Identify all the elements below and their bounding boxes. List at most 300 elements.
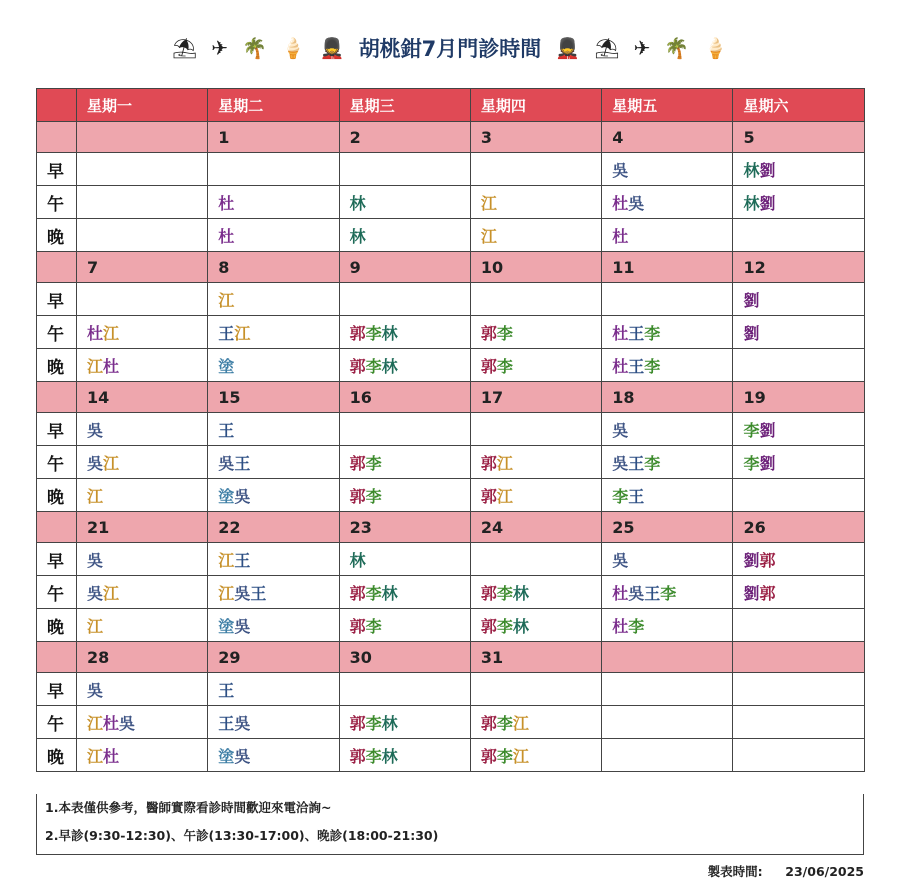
guard-icon: 💂 [319, 36, 345, 60]
doctor-name: 王 [218, 420, 235, 440]
doctor-name: 江 [496, 486, 513, 506]
date-cell: 9 [339, 252, 470, 283]
date-cell: 12 [733, 252, 864, 283]
doctor-cell [339, 543, 470, 576]
doctor-name: 李 [365, 323, 382, 343]
doctor-name: 吳 [119, 713, 136, 733]
header-corner-cell [37, 89, 77, 122]
doctor-name: 劉 [743, 323, 760, 343]
date-cell: 10 [470, 252, 601, 283]
slot-label: 晚 [37, 739, 77, 772]
doctor-cell [339, 349, 470, 382]
doctor-name: 江 [480, 226, 497, 246]
palm-tree-icon: 🌴 [241, 36, 267, 60]
doctor-name: 塗 [218, 486, 235, 506]
doctor-cell [339, 413, 470, 446]
doctor-name: 江 [218, 290, 235, 310]
doctor-cell [77, 349, 208, 382]
date-row [37, 252, 865, 283]
doctor-name: 林 [381, 583, 398, 603]
doctor-name: 王 [644, 583, 661, 603]
doctor-name: 郭 [480, 583, 497, 603]
date-cell: 19 [733, 382, 864, 413]
doctor-name: 李 [365, 356, 382, 376]
doctor-cell [208, 349, 339, 382]
doctor-name: 李 [496, 616, 513, 636]
doctor-name: 江 [480, 193, 497, 213]
date-row-label-cell [37, 512, 77, 543]
slot-row [37, 673, 865, 706]
doctor-cell [339, 316, 470, 349]
doctor-name: 郭 [759, 583, 776, 603]
doctor-name: 李 [628, 616, 645, 636]
doctor-cell [339, 706, 470, 739]
doctor-name: 王 [218, 713, 235, 733]
doctor-name: 郭 [349, 486, 366, 506]
doctor-cell [602, 446, 733, 479]
doctor-name: 李 [660, 583, 677, 603]
doctor-cell [602, 153, 733, 186]
date-cell: 30 [339, 642, 470, 673]
doctor-cell [733, 283, 864, 316]
notes-box [36, 794, 864, 855]
doctor-name: 郭 [480, 356, 497, 376]
doctor-cell [733, 739, 864, 772]
slot-label: 晚 [37, 219, 77, 252]
doctor-cell [208, 283, 339, 316]
slot-row [37, 739, 865, 772]
date-cell: 26 [733, 512, 864, 543]
doctor-name: 江 [87, 746, 104, 766]
date-row-label-cell [37, 642, 77, 673]
doctor-cell [733, 413, 864, 446]
doctor-name: 李 [496, 746, 513, 766]
doctor-cell [77, 479, 208, 512]
ice-cream-icon: 🍦 [280, 36, 306, 60]
doctor-name: 郭 [349, 746, 366, 766]
doctor-cell [733, 153, 864, 186]
slot-label: 午 [37, 186, 77, 219]
doctor-name: 郭 [759, 550, 776, 570]
doctor-cell [339, 739, 470, 772]
doctor-name: 吳 [628, 193, 645, 213]
slot-row [37, 543, 865, 576]
date-cell: 24 [470, 512, 601, 543]
slot-label: 午 [37, 316, 77, 349]
doctor-name: 李 [743, 420, 760, 440]
doctor-name: 郭 [480, 746, 497, 766]
date-cell: 25 [602, 512, 733, 543]
date-cell: 17 [470, 382, 601, 413]
doctor-name: 林 [743, 193, 760, 213]
doctor-name: 郭 [480, 323, 497, 343]
doctor-name: 吳 [612, 160, 629, 180]
doctor-name: 王 [628, 453, 645, 473]
doctor-cell [77, 153, 208, 186]
doctor-name: 王 [628, 323, 645, 343]
doctor-cell [602, 316, 733, 349]
doctor-name: 李 [496, 583, 513, 603]
doctor-cell [602, 543, 733, 576]
date-cell: 4 [602, 122, 733, 153]
doctor-name: 林 [743, 160, 760, 180]
doctor-cell [733, 316, 864, 349]
date-cell: 21 [77, 512, 208, 543]
doctor-cell [470, 446, 601, 479]
doctor-name: 杜 [103, 356, 120, 376]
doctor-cell [339, 186, 470, 219]
created-date-label: 製表時間: [707, 864, 763, 879]
slot-row [37, 316, 865, 349]
doctor-cell [733, 186, 864, 219]
slot-label: 早 [37, 283, 77, 316]
doctor-cell [208, 609, 339, 642]
doctor-name: 塗 [218, 616, 235, 636]
doctor-name: 李 [365, 616, 382, 636]
weekday-header: 星期二 [208, 89, 339, 122]
weekday-header: 星期六 [733, 89, 864, 122]
doctor-name: 劉 [743, 550, 760, 570]
doctor-name: 郭 [480, 616, 497, 636]
schedule-body [37, 89, 865, 772]
doctor-cell [733, 446, 864, 479]
doctor-name: 吳 [612, 420, 629, 440]
doctor-cell [733, 543, 864, 576]
note-line: 2.早診(9:30-12:30)、午診(13:30-17:00)、晚診(18:00-21:30) [45, 828, 439, 843]
doctor-name: 江 [103, 323, 120, 343]
doctor-name: 杜 [612, 583, 629, 603]
doctor-cell [733, 673, 864, 706]
doctor-name: 林 [349, 193, 366, 213]
note-line: 1.本表僅供參考，醫師實際看診時間歡迎來電洽詢~ [45, 800, 332, 815]
doctor-name: 江 [234, 323, 251, 343]
doctor-cell [733, 576, 864, 609]
doctor-name: 江 [512, 713, 529, 733]
slot-row [37, 446, 865, 479]
slot-label: 午 [37, 576, 77, 609]
weekday-header: 星期三 [339, 89, 470, 122]
slot-row [37, 706, 865, 739]
slot-label: 早 [37, 153, 77, 186]
doctor-name: 林 [381, 713, 398, 733]
doctor-cell [77, 186, 208, 219]
date-cell: 28 [77, 642, 208, 673]
doctor-cell [77, 316, 208, 349]
doctor-cell [733, 609, 864, 642]
doctor-name: 李 [644, 323, 661, 343]
doctor-name: 江 [87, 713, 104, 733]
doctor-name: 劉 [743, 290, 760, 310]
doctor-cell [602, 479, 733, 512]
doctor-name: 吳 [87, 680, 104, 700]
doctor-name: 李 [365, 746, 382, 766]
date-row-label-cell [37, 382, 77, 413]
doctor-cell [339, 446, 470, 479]
doctor-cell [470, 609, 601, 642]
doctor-cell [208, 316, 339, 349]
doctor-cell [77, 609, 208, 642]
doctor-name: 李 [644, 453, 661, 473]
doctor-cell [470, 186, 601, 219]
doctor-cell [339, 609, 470, 642]
doctor-cell [208, 543, 339, 576]
doctor-name: 林 [381, 356, 398, 376]
doctor-name: 李 [612, 486, 629, 506]
doctor-name: 林 [381, 746, 398, 766]
doctor-cell [602, 609, 733, 642]
date-cell [733, 642, 864, 673]
doctor-cell [602, 706, 733, 739]
doctor-name: 劉 [759, 160, 776, 180]
page-title: 胡桃鉗7月門診時間 [358, 37, 542, 61]
date-row [37, 642, 865, 673]
doctor-cell [470, 543, 601, 576]
date-cell: 23 [339, 512, 470, 543]
airplane-icon: ✈ [633, 36, 651, 60]
doctor-name: 江 [512, 746, 529, 766]
slot-row [37, 413, 865, 446]
date-cell [602, 642, 733, 673]
date-row [37, 382, 865, 413]
doctor-cell [208, 739, 339, 772]
doctor-name: 李 [496, 713, 513, 733]
date-cell: 31 [470, 642, 601, 673]
slot-label: 早 [37, 413, 77, 446]
weekday-header: 星期四 [470, 89, 601, 122]
slot-label: 晚 [37, 479, 77, 512]
doctor-cell [470, 316, 601, 349]
doctor-cell [77, 413, 208, 446]
created-date [708, 862, 864, 880]
doctor-cell [602, 413, 733, 446]
doctor-cell [77, 739, 208, 772]
doctor-name: 李 [365, 486, 382, 506]
doctor-name: 劉 [759, 453, 776, 473]
slot-row [37, 609, 865, 642]
doctor-name: 王 [250, 583, 267, 603]
doctor-name: 杜 [103, 713, 120, 733]
doctor-name: 郭 [480, 486, 497, 506]
doctor-cell [208, 219, 339, 252]
doctor-cell [339, 283, 470, 316]
date-row-label-cell [37, 252, 77, 283]
guard-icon: 💂 [555, 36, 581, 60]
doctor-cell [208, 153, 339, 186]
date-cell: 3 [470, 122, 601, 153]
doctor-name: 王 [234, 550, 251, 570]
doctor-name: 吳 [234, 486, 251, 506]
doctor-name: 郭 [349, 583, 366, 603]
slot-label: 晚 [37, 609, 77, 642]
doctor-name: 吳 [87, 583, 104, 603]
doctor-cell [733, 349, 864, 382]
doctor-name: 王 [628, 356, 645, 376]
date-row [37, 122, 865, 153]
slot-row [37, 219, 865, 252]
slot-label: 晚 [37, 349, 77, 382]
doctor-name: 郭 [480, 713, 497, 733]
doctor-name: 郭 [349, 616, 366, 636]
doctor-name: 吳 [612, 453, 629, 473]
doctor-name: 塗 [218, 746, 235, 766]
doctor-name: 杜 [218, 226, 235, 246]
doctor-name: 王 [628, 486, 645, 506]
doctor-name: 吳 [87, 550, 104, 570]
date-cell: 5 [733, 122, 864, 153]
doctor-cell [77, 219, 208, 252]
created-date-value: 23/06/2025 [785, 864, 864, 879]
doctor-cell [602, 186, 733, 219]
doctor-name: 王 [218, 323, 235, 343]
doctor-name: 郭 [349, 713, 366, 733]
doctor-name: 李 [743, 453, 760, 473]
doctor-cell [77, 706, 208, 739]
doctor-cell [339, 479, 470, 512]
doctor-name: 郭 [349, 323, 366, 343]
doctor-cell [470, 739, 601, 772]
slot-label: 早 [37, 673, 77, 706]
date-row [37, 512, 865, 543]
doctor-cell [602, 576, 733, 609]
doctor-cell [339, 219, 470, 252]
slot-label: 午 [37, 706, 77, 739]
weekday-header: 星期五 [602, 89, 733, 122]
doctor-cell [208, 186, 339, 219]
slot-row [37, 349, 865, 382]
date-cell: 1 [208, 122, 339, 153]
doctor-name: 李 [644, 356, 661, 376]
doctor-name: 吳 [234, 583, 251, 603]
doctor-name: 杜 [87, 323, 104, 343]
doctor-name: 劉 [759, 193, 776, 213]
airplane-icon: ✈ [211, 36, 228, 60]
doctor-cell [77, 576, 208, 609]
doctor-name: 劉 [743, 583, 760, 603]
doctor-name: 杜 [612, 193, 629, 213]
doctor-cell [470, 349, 601, 382]
doctor-cell [470, 479, 601, 512]
doctor-cell [470, 413, 601, 446]
doctor-cell [733, 219, 864, 252]
doctor-name: 江 [87, 356, 104, 376]
doctor-name: 吳 [628, 583, 645, 603]
date-cell: 8 [208, 252, 339, 283]
doctor-name: 林 [512, 583, 529, 603]
doctor-cell [733, 706, 864, 739]
doctor-name: 江 [103, 583, 120, 603]
doctor-name: 吳 [87, 453, 104, 473]
date-cell: 18 [602, 382, 733, 413]
doctor-cell [208, 576, 339, 609]
slot-label: 早 [37, 543, 77, 576]
doctor-name: 吳 [234, 746, 251, 766]
slot-row [37, 576, 865, 609]
doctor-name: 杜 [612, 356, 629, 376]
doctor-name: 李 [496, 356, 513, 376]
beach-umbrella-icon: ⛱ [171, 36, 198, 60]
doctor-cell [208, 706, 339, 739]
doctor-name: 江 [87, 616, 104, 636]
doctor-cell [208, 479, 339, 512]
doctor-cell [77, 543, 208, 576]
doctor-name: 郭 [349, 356, 366, 376]
doctor-name: 李 [365, 583, 382, 603]
doctor-name: 郭 [480, 453, 497, 473]
doctor-name: 王 [234, 453, 251, 473]
doctor-name: 江 [103, 453, 120, 473]
date-cell: 16 [339, 382, 470, 413]
doctor-name: 林 [381, 323, 398, 343]
date-cell: 14 [77, 382, 208, 413]
doctor-cell [602, 349, 733, 382]
doctor-cell [602, 673, 733, 706]
doctor-cell [470, 706, 601, 739]
doctor-cell [77, 446, 208, 479]
doctor-name: 李 [496, 323, 513, 343]
doctor-cell [733, 479, 864, 512]
doctor-cell [602, 739, 733, 772]
doctor-cell [470, 153, 601, 186]
weekday-header-row [37, 89, 865, 122]
doctor-cell [208, 446, 339, 479]
doctor-cell [470, 219, 601, 252]
slot-row [37, 186, 865, 219]
doctor-cell [77, 673, 208, 706]
doctor-cell [470, 576, 601, 609]
doctor-cell [470, 283, 601, 316]
date-cell: 7 [77, 252, 208, 283]
doctor-cell [470, 673, 601, 706]
doctor-cell [339, 673, 470, 706]
doctor-name: 江 [496, 453, 513, 473]
page-title-bar [0, 28, 900, 68]
doctor-cell [602, 283, 733, 316]
doctor-cell [339, 153, 470, 186]
doctor-name: 王 [218, 680, 235, 700]
date-cell: 22 [208, 512, 339, 543]
doctor-name: 江 [218, 550, 235, 570]
doctor-name: 李 [365, 453, 382, 473]
date-cell: 29 [208, 642, 339, 673]
doctor-name: 杜 [612, 616, 629, 636]
date-cell [77, 122, 208, 153]
doctor-name: 吳 [87, 420, 104, 440]
date-cell: 2 [339, 122, 470, 153]
clinic-schedule-table [36, 88, 865, 772]
doctor-name: 林 [349, 550, 366, 570]
date-cell: 11 [602, 252, 733, 283]
slot-row [37, 283, 865, 316]
doctor-name: 杜 [103, 746, 120, 766]
doctor-name: 吳 [612, 550, 629, 570]
doctor-name: 塗 [218, 356, 235, 376]
doctor-name: 李 [365, 713, 382, 733]
weekday-header: 星期一 [77, 89, 208, 122]
doctor-name: 杜 [612, 226, 629, 246]
palm-tree-icon: 🌴 [664, 36, 690, 60]
doctor-name: 郭 [349, 453, 366, 473]
doctor-name: 林 [349, 226, 366, 246]
ice-cream-icon: 🍦 [703, 36, 729, 60]
doctor-cell [208, 673, 339, 706]
doctor-name: 吳 [234, 713, 251, 733]
doctor-name: 吳 [234, 616, 251, 636]
beach-umbrella-icon: ⛱ [594, 36, 620, 60]
doctor-cell [339, 576, 470, 609]
doctor-name: 江 [87, 486, 104, 506]
doctor-name: 劉 [759, 420, 776, 440]
doctor-name: 杜 [218, 193, 235, 213]
